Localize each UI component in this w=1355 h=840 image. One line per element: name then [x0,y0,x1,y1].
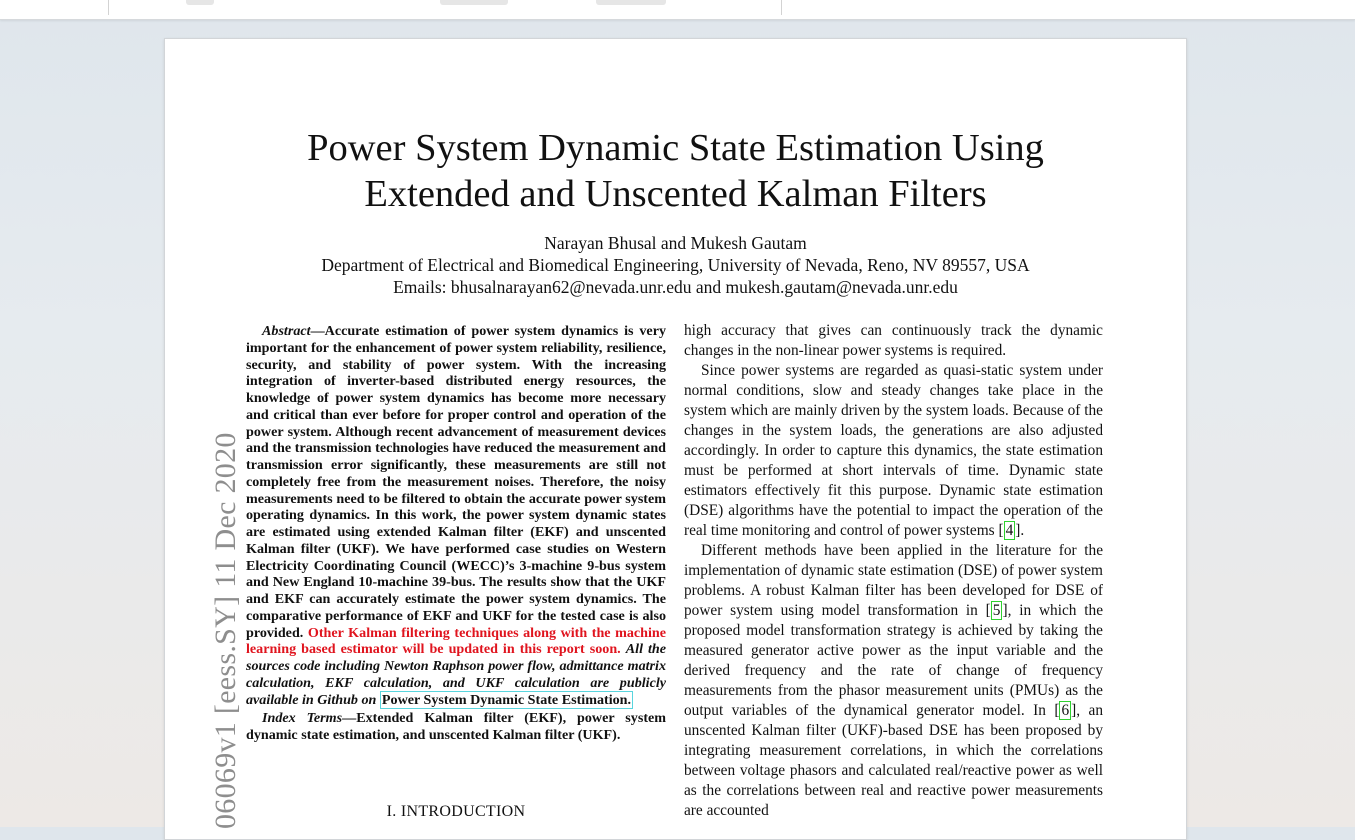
toolbar-button[interactable] [440,0,508,5]
toolbar-divider [781,0,782,15]
section-heading: I. INTRODUCTION [386,803,526,820]
authors: Narayan Bhusal and Mukesh Gautam [544,233,807,253]
abstract-source-note: All the sources code including Newton Raphson power flow, admittance matrix calculation, EKF calculation, and UKF calculation are publicly available in Github on [246,641,667,708]
paragraph-text: Since power systems are regarded as quasi-static system under normal conditions, slow and steady changes take place in the system which are mainly driven by the system loads. Because of the changes in the system loads, the generations are also adjusted accordingly. In order to capture this dynamics, the state estimation must be performed at short intervals of time. Dynamic state estimators effectively fit this purpose. Dynamic state estimation (DSE) algorithms have the potential to impact the operation of the real time monitoring and control of power systems [684,362,1103,539]
index-terms [246,710,666,744]
toolbar-button[interactable] [596,0,666,5]
arxiv-stamp: 06069v1 [eess.SY] 11 Dec 2020 [209,432,242,829]
title-line-2: Extended and Unscented Kalman Filters [364,173,987,215]
abstract-dash: — [310,323,325,339]
abstract [246,323,666,708]
abstract-label: Abstract [262,323,311,339]
paragraph: high accuracy that gives can continuously track the dynamic changes in the non-linear power systems is required. [684,322,1103,359]
emails: Emails: bhusalnarayan62@nevada.unr.edu and mukesh.gautam@nevada.unr.edu [393,277,958,297]
paragraph: Since power systems are regarded as quasi-static system under normal conditions, slow and steady changes take place in the system which are mainly driven by the system loads. Because of the changes in the system loads, the generations are also adjusted accordingly. In order to capture this dynamics, the state estimation must be performed at short intervals of time. Dynamic state estimators effectively fit this purpose. Dynamic state estimation (DSE) algorithms have the potential to impact the operation of the real time monitoring and control of power systems [ 4 ]. [684,362,1103,539]
paragraph: Different methods have been applied in the literature for the implementation of dynamic state estimation (DSE) of power system problems. A robust Kalman filter has been developed for DSE of power system using model transformation in [ 5 ], in which the proposed model transformation strategy is achieved by taking the measured generator active power as the input variable and the derived frequency and the rate of change of frequency measurements from the phasor measurement units (PMUs) as the output variables of the dynamical generator model. In [ 6 ], an unscented Kalman filter (UKF)-based DSE has been proposed by integrating measurement correlations, in which the correlations between voltage phasors and calculated real/reactive power as well as the correlations between real and reactive power measurements are accounted [684,542,1104,819]
index-terms-dash: — [342,710,357,727]
paragraph-text: , in which the proposed model transformation strategy is achieved by taking the measured generator active power as the input variable and the derived frequency and the rate of change of frequency measurements from the phasor measurement units (PMUs) as the output variables of the dynamical generator model. In [684,602,1104,719]
viewer-toolbar [0,0,1355,20]
citation-link[interactable]: 5 [992,602,1001,619]
toolbar-divider [108,0,109,15]
abstract-text: Accurate estimation of power system dynamics is very important for the enhancement of power system reliability, resilience, security, and stability of power system. With the increasing integration of inverter-based distributed energy resources, the knowledge of power system dynamics has become more necessary and critical than ever before for proper control and operation of the power system. Although recent advancement of measurement devices and the transmission technologies have reduced the measurement and transmission error significantly, these measurements are still not completely free from the measurement noises. Therefore, the noisy measurements need to be filtered to obtain the accurate power system operating dynamics. In this work, the power system dynamic states are estimated using extended Kalman filter (EKF) and unscented Kalman filter (UKF). We have performed case studies on Western Electricity Coordinating Council (WECC)’s 3-machine 9-bus system and New England 10-machine 39-bus. The results show that the UKF and EKF can accurately estimate the power system dynamics. The comparative performance of EKF and UKF for the tested case is also provided. [246,323,666,641]
paragraph-text: , an unscented Kalman filter (UKF)-based DSE has been proposed by integrating measurement correlations, in which the correlations between voltage phasors and calculated real/reactive power as well as the correlations between real and reactive power measurements are accounted [684,702,1104,819]
toolbar-button[interactable] [186,0,214,5]
pdf-page [164,38,1187,840]
paragraph-text: Different methods have been applied in the literature for the implementation of dynamic state estimation (DSE) of power system problems. A robust Kalman filter has been developed for DSE of power system using model transformation in [684,542,1103,619]
github-link[interactable]: Power System Dynamic State Estimation. [381,691,632,708]
paper-title [165,125,1186,217]
left-column [246,323,666,744]
title-line-1: Power System Dynamic State Estimation Using [307,127,1044,169]
citation-link[interactable]: 4 [1005,522,1014,539]
affiliation: Department of Electrical and Biomedical Engineering, University of Nevada, Reno, NV 89557, USA [321,255,1030,275]
citation-link[interactable]: 6 [1061,702,1070,719]
right-column [684,321,1103,821]
index-terms-label: Index Terms [262,710,343,727]
abstract-note: Other Kalman filtering techniques along with the machine learning based estimator will be updated in this report soon. [246,624,666,658]
index-terms-text: Extended Kalman filter (EKF), power system dynamic state estimation, and unscented Kalman filter (UKF). [246,710,667,743]
